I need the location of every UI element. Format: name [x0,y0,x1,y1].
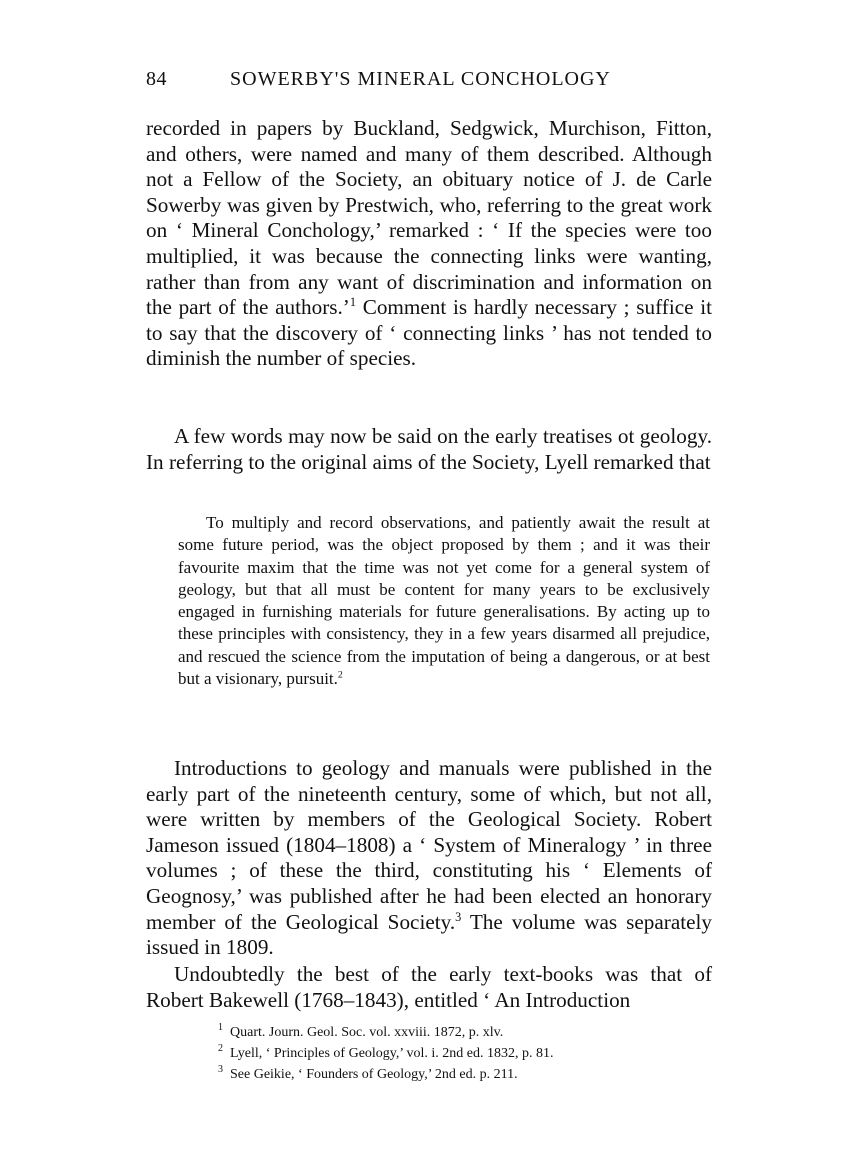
footnote: 1 Quart. Journ. Geol. Soc. vol. xxviii. 1872, p. xlv. [218,1022,504,1040]
paragraph: Undoubtedly the best of the early text-books was that of Robert Bakewell (1768–1843), entitled ‘ An Introduction [146,962,712,1012]
footnote: 3 See Geikie, ‘ Founders of Geology,’ 2nd ed. p. 211. [218,1064,518,1082]
footnote-ref: 2 [337,669,343,681]
block-quote [178,512,710,690]
paragraph-text: Introductions to geology and manuals were published in the early part of the nineteenth century, some of which, but not all, were written by members of the Geological Society. Robert Jameson issued (1804–1808) a ‘ System of Mineralogy ’ in three volumes ; of these the third, constituting his ‘ Elements of Geognosy,’ was published after he had been elected an honorary member of the Geological Society. [146,756,712,934]
paragraph: A few words may now be said on the early treatises ot geology. In referring to the original aims of the Society, Lyell remarked that [146,424,712,474]
footnotes [218,1022,718,1085]
paragraph-text: recorded in papers by Buckland, Sedgwick, Murchison, Fitton, and others, were named and many of them described. Although not a Fellow of the Society, an obituary notice of J. de Carle Sowerby was given by Prestwich, who, referring to the great work on ‘ Mineral Conchology,’ remarked : ‘ If the species were too multiplied, it was because the connecting links were wanting, rather than from any want of discrimination and information on the part of the authors.’ [146,116,712,320]
quote-text: To multiply and record observations, and patiently await the result at some future period, was the object proposed by them ; and it was their favourite maxim that the time was not yet come for a general system of geology, but that all must be content for many years to be exclusively engaged in furnishing materials for future generalisations. By acting up to these principles with consistency, they in a few years disarmed all prejudice, and rescued the science from the imputation of being a dangerous, or at best but a visionary, pursuit. [178,513,710,689]
footnote-ref: 1 [349,295,357,310]
footnote: 2 Lyell, ‘ Principles of Geology,’ vol. i. 2nd ed. 1832, p. 81. [218,1043,554,1061]
paragraph-text: The volume was separately issued in 1809. [146,909,712,960]
footnote-ref: 3 [455,909,462,924]
paragraph-text: Comment is hardly necessary ; suffice it to say that the discovery of ‘ connecting links ’ has not tended to diminish the number of species. [146,295,712,371]
running-title: SOWERBY'S MINERAL CONCHOLOGY [230,68,611,90]
footnote-text: Quart. Journ. Geol. Soc. vol. xxviii. 1872, p. xlv. [230,1025,504,1040]
footnote-text: See Geikie, ‘ Founders of Geology,’ 2nd ed. p. 211. [230,1067,518,1082]
running-head [146,68,712,98]
paragraph-continuation [146,116,712,372]
footnote-text: Lyell, ‘ Principles of Geology,’ vol. i. 2nd ed. 1832, p. 81. [230,1046,554,1061]
page-number: 84 [146,68,167,90]
paragraph [146,756,712,961]
